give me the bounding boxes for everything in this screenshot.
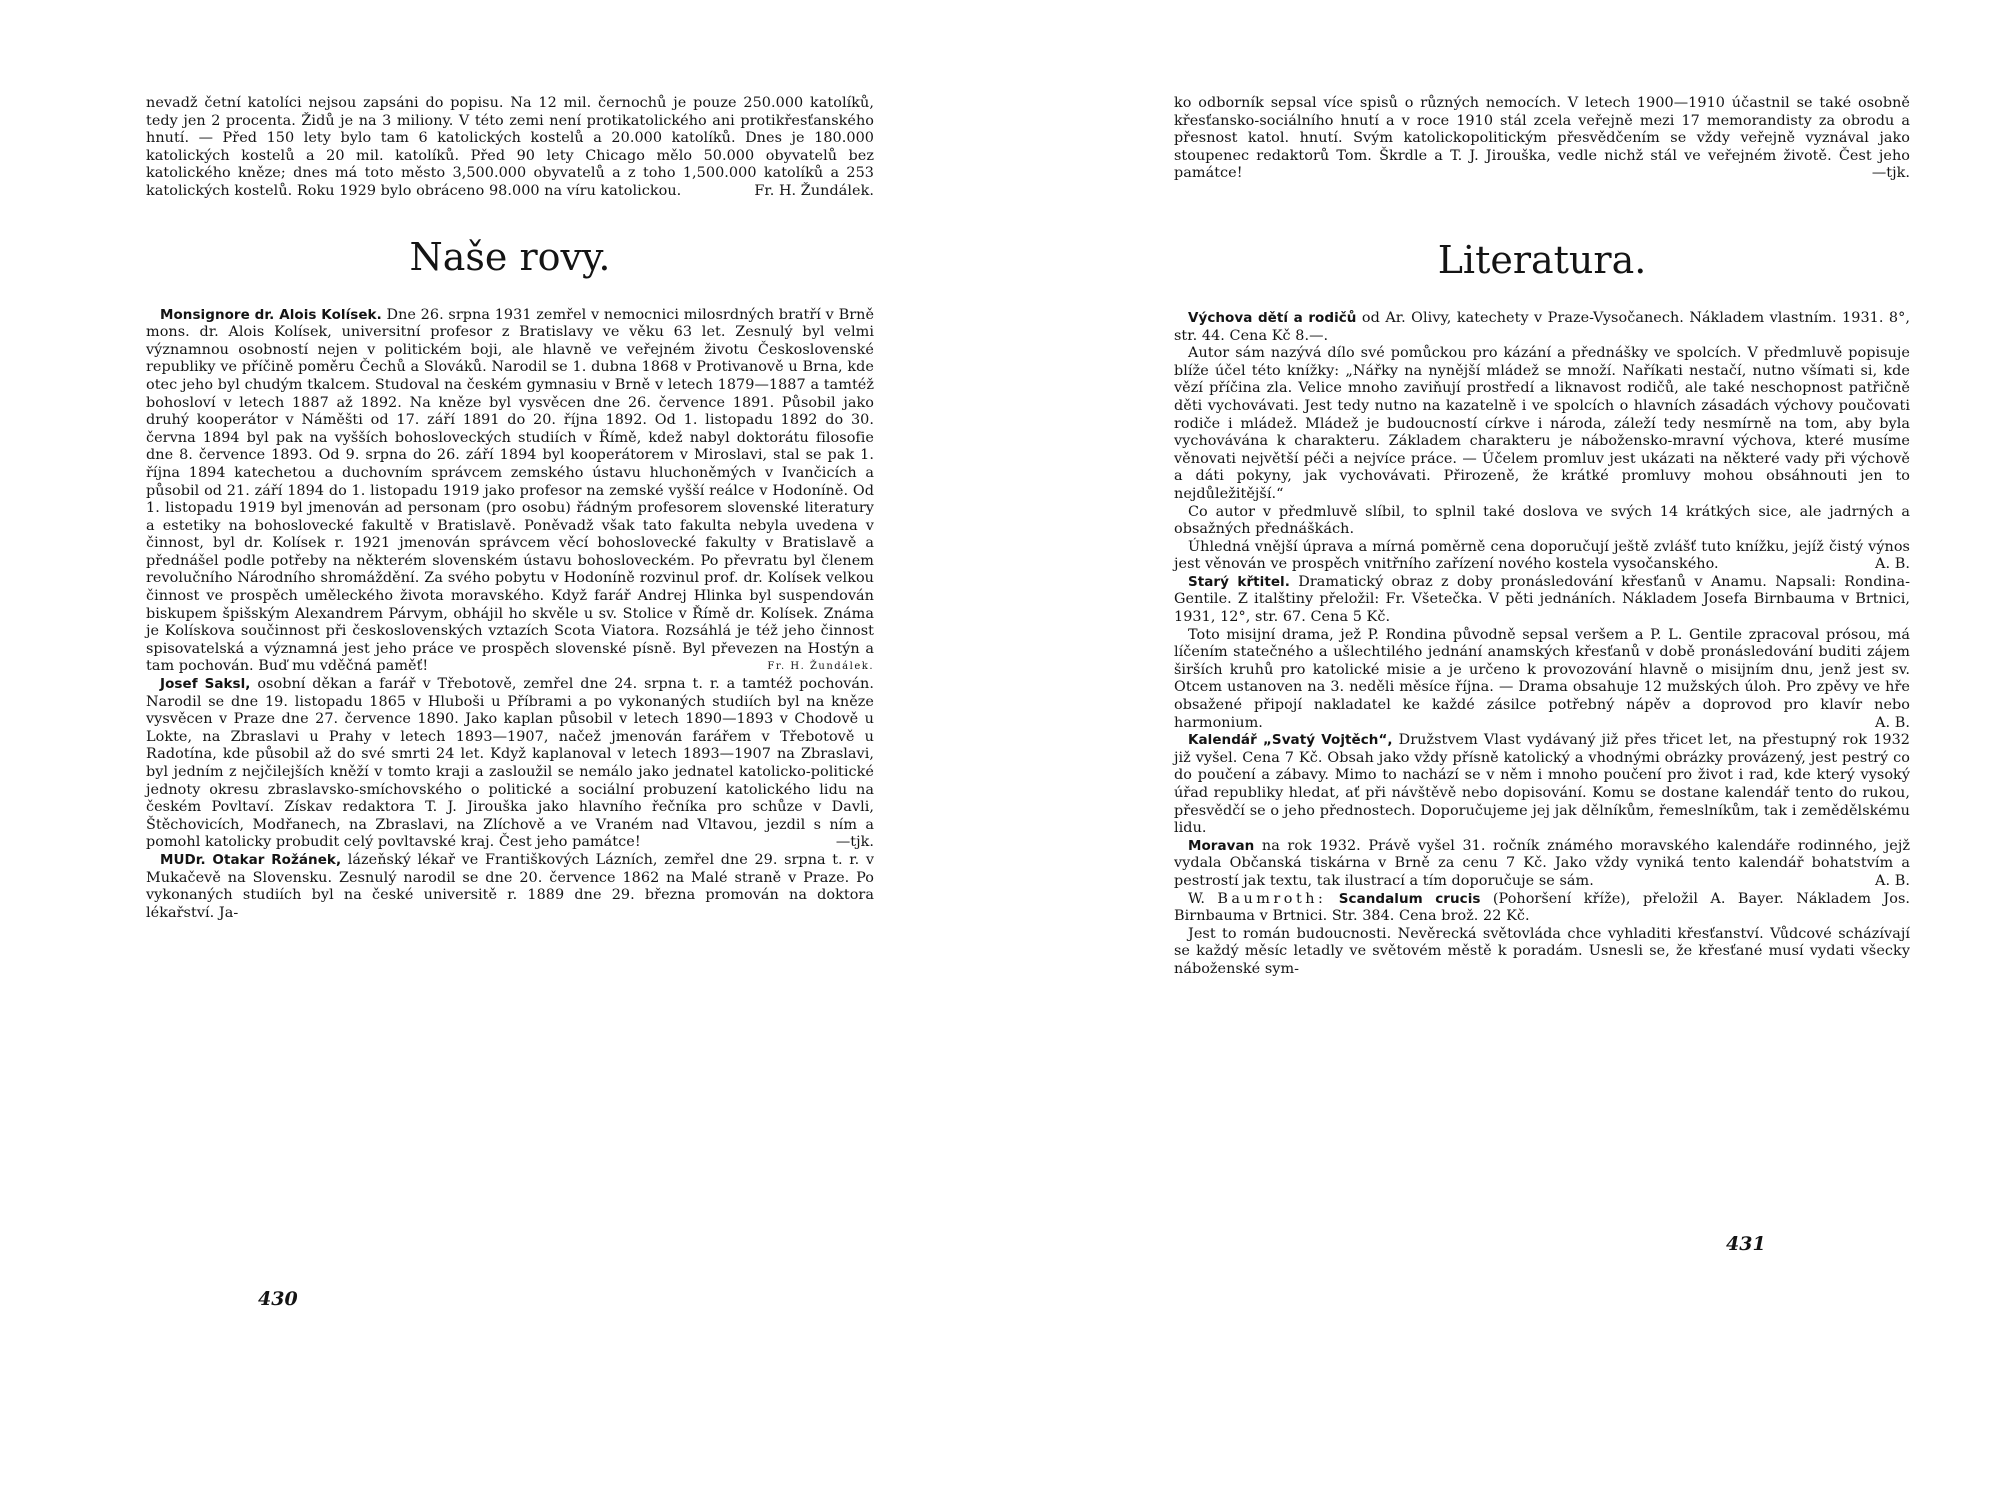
obituary-signature: —tjk. [835, 834, 874, 851]
review-author-initial: W. [1188, 890, 1205, 907]
obituary-text: lázeňský lékař ve Františkových Lázních, zemřel dne 29. srpna t. r. v Mukačevě na Slovensku. Zesnulý narodil se dne 20. července 1862 na Malé straně v Praze. Po vykonaných studiích byl na české universitě r. 1889 dne 29. března promován na doktora lékařství. Ja- [146, 851, 874, 921]
review-title: Výchova dětí a rodičů [1188, 309, 1357, 326]
review-paragraph: Autor sám nazývá dílo své pomůckou pro kázání a přednášky ve spolcích. V předmluvě popisuje blíže účel této knížky: „Nářky na nynější mládež se množí. Naříkati nestačí, nutno všímati si, kde vězí příčina zla. Velice mnoho zaviňují prostředí a liknavost rodičů, ale také neschopnost patřičně děti vychovávati. Jest tedy nutno na kazatelně i ve spolcích o hlavních zásadách výchovy poučovati rodiče i mládež. Mládež je budoucností církve i národa, záleží tedy nesmírně na tom, aby byla vychovávána k charakteru. Základem charakteru je nábožensko-mravní výchova, které musíme věnovati největší péči a nejvíce práce. — Účelem promluv jest ukázati na některé vady při výchově a dáti pokyny, jak vychovávati. Přirozeně, že krátké promluvy mohou obsáhnouti jen to nejdůležitější.“ [1174, 345, 1910, 502]
review-title: Scandalum crucis [1338, 890, 1481, 907]
review-bibliography: Družstvem Vlast vydávaný již přes třicet let, na přestupný rok 1932 již vyšel. Cena 7 Kč. Obsah jako vždy přísně katolický a vhodnými obrázky provázený, jest pestrý co do poučení a zábavy. Mimo to nachází se v něm i mnoho poučení pro život i rad, kde který vysoký úřad republiky hledat, ať při návštěvě nebo dopisování. Komu se dostane kalendář tento do rukou, přesvědčí se o jeho přednostech. Doporučujeme jej jak dělníkům, řemeslníkům, tak i zemědělskému lidu. [1174, 732, 1910, 837]
review-entry [1174, 732, 1910, 838]
review-bibliography: na rok 1932. Právě vyšel 31. ročník známého moravského kalendáře rodinného, jejž vydala Občanská tiskárna v Brně za cenu 7 Kč. Jako vždy vyniká tento kalendář bohatstvím a pestrostí jak textu, tak ilustrací a tím doporučuje se sám. [1174, 837, 1911, 889]
left-text-column [146, 95, 874, 922]
page-number: 431 [1726, 1233, 1766, 1255]
obituary-name: MUDr. Otakar Rožánek, [160, 851, 342, 868]
review-paragraph-text: Toto misijní drama, jež P. Rondina původně sepsal veršem a P. L. Gentile zpracoval prósou, má líčením statečného a ušlechtilého jednání anamských křesťanů v době pronásledování buditi zájem širších kruhů pro katolické misie a je určeno k provozování hlavně o misijním dnu, jenž jest sv. Otcem ustanoven na 3. neděli měsíce října. — Drama obsahuje 12 mužských úloh. Pro zpěvy ve hře obsažené připojí nakladatel ke každé zásilce potřebný nápěv a doprovod pro klavír nebo harmonium. [1174, 626, 1910, 731]
obituary-name: Monsignore dr. Alois Kolísek. [160, 306, 382, 323]
review-title: Starý křtitel. [1188, 573, 1290, 590]
obituary-text: osobní děkan a farář v Třebotově, zemřel dne 24. srpna t. r. a tamtéž pochován. Narodil se dne 19. listopadu 1865 v Hluboši u Příbrami a po vykonaných studiích byl na kněze vysvěcen v Praze dne 27. července 1890. Jako kaplan působil v letech 1890—1893 v Chodově u Lokte, na Zbraslavi u Prahy v letech 1893—1907, načež jmenován farářem v Třebotově u Radotína, kde působil až do své smrti 24 let. Když kaplanoval v letech 1893—1907 na Zbraslavi, byl jedním z nejčilejších kněží v tomto kraji a zasloužil se nemálo jako jednatel katolicko-politické jednoty okresu zbraslavsko-smíchovského o politické a sociální probuzení katolického lidu na českém Povltaví. Získav redaktora T. J. Jirouška jako hlavního řečníka pro schůze v Davli, Štěchovicích, Modřanech, na Zbraslavi, na Zlíchově a ve Vraném nad Vltavou, jezdil s ním a pomohl katolicky probudit celý povltavské kraj. Čest jeho památce! [146, 676, 875, 851]
page-number: 430 [258, 1288, 298, 1310]
section-title-literatura: Literatura. [1437, 237, 1647, 282]
review-entry [1174, 891, 1910, 926]
review-paragraph-text: Úhledná vnější úprava a mírná poměrně cena doporučují ještě zvlášť tuto knížku, jejíž čistý výnos jest věnován ve prospěch vnitřního zařízení nového kostela vysočanského. [1174, 538, 1910, 573]
review-paragraph: Jest to román budoucnosti. Nevěrecká světovláda chce vyhladiti křesťanství. Vůdcové scházívají se každý měsíc letadly ve světovém městě k poradám. Usnesli se, že křesťané musí vydati všecky náboženské sym- [1174, 925, 1910, 977]
review-bibliography: Dramatický obraz z doby pronásledování křesťanů v Anamu. Napsali: Rondina-Gentile. Z italštiny přeložil: Fr. Všetečka. V pěti jednáních. Nákladem Josefa Birnbauma v Brtnici, 1931, 12°, str. 67. Cena 5 Kč. [1174, 573, 1910, 626]
carryover-paragraph [146, 95, 874, 201]
obituary-text: Dne 26. srpna 1931 zemřel v nemocnici milosrdných bratří v Brně mons. dr. Alois Kolísek, universitní profesor z Bratislavy ve věku 63 let. Zesnulý byl velmi významnou osobností nejen v politickém boji, ale hlavně ve veřejném životu Československé republiky ve příčině poměru Čechů a Slováků. Narodil se 1. dubna 1868 v Protivanově u Brna, kde otec jeho byl chudým tkalcem. Studoval na českém gymnasiu v Brně v letech 1879—1887 a tamtéž bohosloví v letech 1887 až 1892. Na kněze byl vysvěcen dne 26. července 1891. Působil jako druhý kooperátor v Náměšti od 17. září 1891 do 20. října 1892. Od 1. listopadu 1892 do 30. června 1894 byl pak na vyšších bohosloveckých studiích v Římě, kdež nabyl doktorátu filosofie dne 8. července 1893. Od 9. srpna do 26. září 1894 byl kooperátorem v Miroslavi, stal se pak 1. října 1894 katechetou a duchovním správcem zemského ústavu hluchoněmých v Ivančicích a působil od 21. září 1894 do 1. listopadu 1919 jako profesor na zemské vyšší reálce v Hodoníně. Od 1. listopadu 1919 byl jmenován ad personam (pro osobu) řádným profesorem slovenské literatury a estetiky na bohoslovecké fakultě v Bratislavě. Poněvadž však tato fakulta nebyla uvedena v činnost, byl dr. Kolísek r. 1921 jmenován správcem věcí bohoslovecké fakulty v Bratislavě a přednášel podle potřeby na některém slovenském ústavu bohosloveckém. Po převratu byl členem revolučního Národního shromáždění. Za svého pobytu v Hodoníně rozvinul prof. dr. Kolísek velkou činnost ve prospěch uměleckého života moravského. Když farář Andrej Hlinka byl suspendován biskupem špišským Alexandrem Párvym, obhájil ho skvěle u sv. Stolice v Římě dr. Kolísek. Známa je Kolískova součinnost při československých vztazích Scota Viatora. Rozsáhlá je též jeho činnost spisovatelská a významná jest jeho práce ve prospěch slovenské písně. Byl převezen na Hostýn a tam pochován. Buď mu vděčná paměť! [146, 306, 875, 675]
review-signature: A. B. [1875, 714, 1910, 731]
carryover-paragraph [1174, 95, 1910, 183]
review-author: Baumroth: [1217, 890, 1327, 907]
carryover-text: nevadž četní katolíci nejsou zapsáni do popisu. Na 12 mil. černochů je pouze 250.000 katolíků, tedy jen 2 procenta. Židů je na 3 miliony. V této zemi není protikatolického ani protikřesťanského hnutí. — Před 150 lety bylo tam 6 katolických kostelů a 20.000 katolíků. Dnes je 180.000 katolických kostelů a 20 mil. katolíků. Před 90 lety Chicago mělo 50.000 obyvatelů bez katolického kněze; dnes má toto město 3,500.000 obyvatelů a z toho 1,500.000 katolíků a 253 katolických kostelů. Roku 1929 bylo obráceno 98.000 na víru katolickou. [146, 95, 874, 199]
obituary-entry [146, 676, 874, 852]
carryover-text: ko odborník sepsal více spisů o různých nemocích. V letech 1900—1910 účastnil se také osobně křesťansko-sociálního hnutí a v roce 1910 stál zcela veřejně mezi 17 memorandisty za obrodu a přesnost katol. hnutí. Svým katolickopolitickým přesvědčením se vždy veřejně vyznával jako stoupenec redaktorů Tom. Škrdle a T. J. Jirouška, vedle nichž stál ve veřejném životě. Čest jeho památce! [1174, 95, 1910, 182]
review-title: Kalendář „Svatý Vojtěch“, [1188, 732, 1393, 749]
carryover-signature: Fr. H. Žundálek. [754, 182, 874, 199]
review-paragraph [1174, 539, 1910, 574]
review-entry [1174, 838, 1910, 891]
review-entry [1174, 574, 1910, 627]
review-signature: A. B. [1875, 556, 1910, 573]
review-entry [1174, 310, 1910, 345]
obituary-entry [146, 852, 874, 922]
carryover-signature: —tjk. [1871, 165, 1910, 182]
review-paragraph: Co autor v předmluvě slíbil, to splnil také doslova ve svých 14 krátkých sice, ale jadrných a obsažných přednáškách. [1174, 503, 1910, 538]
review-title: Moravan [1188, 837, 1255, 854]
obituary-name: Josef Saksl, [160, 676, 251, 693]
right-text-column [1174, 95, 1910, 979]
obituary-entry [146, 307, 874, 676]
section-title-nase-rovy: Naše rovy. [409, 234, 611, 279]
right-page [1006, 0, 2012, 1500]
review-bibliography: (Pohoršení kříže), přeložil A. Bayer. Nákladem Jos. Birnbauma v Brtnici. Str. 384. Cena brož. 22 Kč. [1174, 890, 1911, 925]
obituary-signature: Fr. H. Žundálek. [767, 661, 874, 673]
review-paragraph [1174, 627, 1910, 733]
review-signature: A. B. [1875, 872, 1910, 889]
review-bibliography: od Ar. Olivy, katechety v Praze-Vysočanech. Nákladem vlastním. 1931. 8°, str. 44. Cena Kč 8.—. [1174, 309, 1911, 344]
